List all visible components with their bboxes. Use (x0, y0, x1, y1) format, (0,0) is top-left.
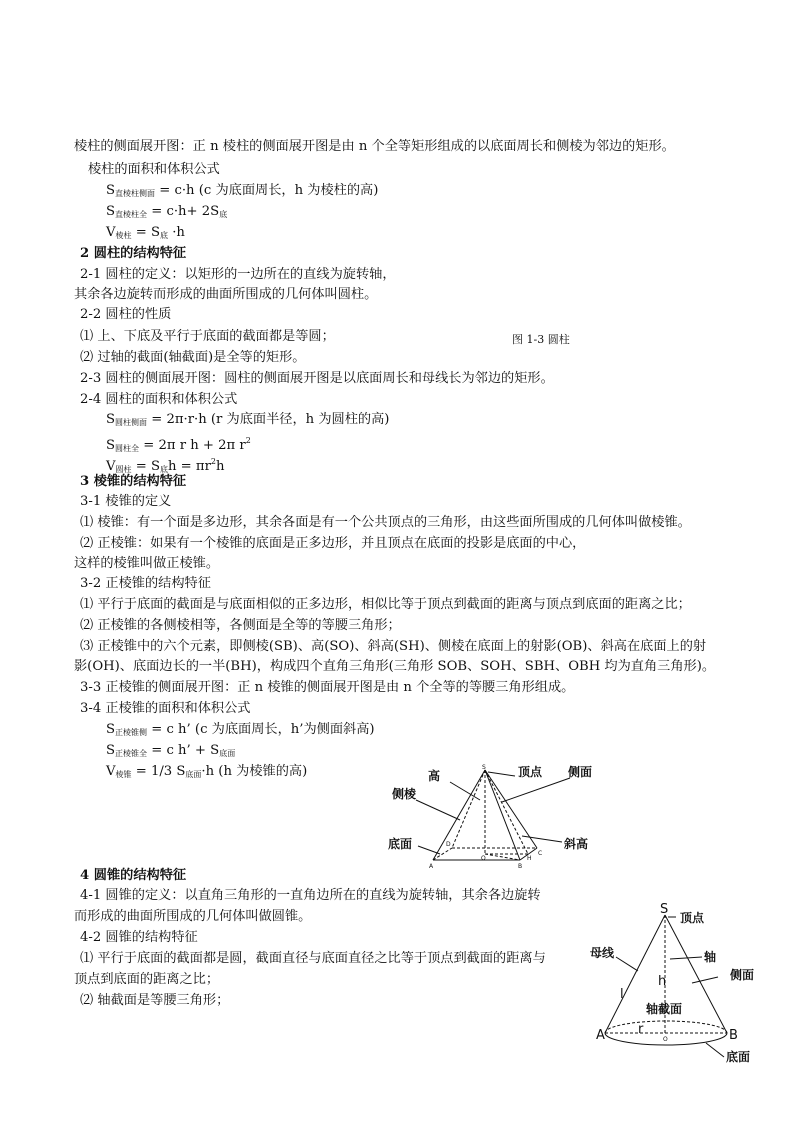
formula-subscript: 棱柱 (115, 231, 132, 240)
formula-body: ·h (168, 225, 185, 240)
point-b: B (729, 1028, 738, 1043)
label-axial-section: 轴截面 (646, 1002, 683, 1016)
label-lateral-edge: 侧棱 (392, 787, 417, 801)
label-apex: 顶点 (680, 911, 705, 925)
text-line: ⑴ 平行于底面的截面是与底面相似的正多边形，相似比等于顶点到截面的距离与顶点到底面的距离之比； (80, 597, 691, 612)
section-heading: 2 圆柱的结构特征 (80, 246, 187, 261)
symbol-l: l (620, 987, 624, 1002)
text-line: 顶点到底面的距离之比； (74, 972, 220, 987)
formula-subscript: 底 (219, 210, 228, 219)
callout-lateral-face (692, 977, 718, 983)
text-line: ⑴ 平行于底面的截面都是圆，截面直径与底面直径之比等于顶点到截面的距离与 (80, 951, 546, 966)
label-height: 高 (428, 769, 441, 783)
label-axis: 轴 (704, 950, 717, 964)
formula-line (106, 204, 227, 223)
text-line: ⑵ 正棱锥的各侧棱相等，各侧面是全等的等腰三角形； (80, 618, 401, 633)
slant-height-sh (485, 770, 528, 854)
section-heading: 3 棱锥的结构特征 (80, 474, 187, 489)
cone-diagram (580, 895, 785, 1070)
formula-symbol: S (106, 204, 116, 219)
callout-apex (488, 772, 515, 776)
formula-subscript: 底 (160, 465, 168, 474)
formula-body: = c·h (c 为底面周长，h 为棱柱的高) (155, 183, 379, 198)
subheading: 3-4 正棱锥的面积和体积公式 (80, 701, 251, 716)
subheading: 3-1 棱锥的定义 (80, 494, 172, 509)
symbol-h: h (658, 974, 667, 989)
callout-slant-height (522, 836, 562, 842)
formula-subscript: 圆柱 (115, 465, 132, 474)
formula-body: = c h’ + S (147, 743, 220, 758)
base-left-edge (433, 848, 452, 860)
formula-symbol: V (106, 459, 116, 474)
callout-lateral-face (502, 778, 570, 802)
formula-body: = 2π·r·h (r 为底面半径，h 为圆柱的高) (147, 412, 390, 427)
subheading: 2-4 圆柱的面积和体积公式 (80, 392, 238, 407)
formula-subscript: 圆柱全 (115, 444, 140, 453)
text-line: ⑶ 正棱锥中的六个元素，即侧棱(SB)、高(SO)、斜高(SH)、侧棱在底面上的射影(OB)、斜高在底面上的射 (80, 639, 707, 654)
formula-line (106, 225, 185, 244)
text-line: 棱柱的侧面展开图：正 n 棱柱的侧面展开图是由 n 个全等矩形组成的以底面周长和侧棱为邻边的矩形。 (74, 139, 675, 154)
formula-symbol: S (106, 412, 116, 427)
formula-subscript: 正棱锥全 (115, 749, 148, 758)
formula-symbol: V (106, 225, 116, 240)
formula-symbol: S (106, 722, 116, 737)
formula-superscript: 2 (210, 457, 216, 466)
formula-body: = c h’ (c 为底面周长，h’为侧面斜高) (147, 722, 375, 737)
lateral-edge-sd (452, 770, 485, 848)
text-line: ⑵ 正棱锥：如果有一个棱锥的底面是正多边形，并且顶点在底面的投影是底面的中心， (80, 536, 586, 551)
formula-body: = S (131, 459, 160, 474)
formula-body: h = πr (168, 459, 211, 474)
point-o: O (663, 1036, 668, 1043)
figure-caption: 图 1-3 圆柱 (512, 333, 570, 346)
formula-subscript: 棱锥 (115, 770, 132, 779)
callout-base (706, 1043, 724, 1057)
formula-subscript: 底 (160, 231, 168, 240)
formula-symbol: S (106, 743, 116, 758)
point-h: H (527, 855, 532, 862)
subheading: 2-2 圆柱的性质 (80, 307, 172, 322)
callout-axis (670, 957, 702, 959)
formula-body: = c·h+ 2S (147, 204, 220, 219)
point-d: D (446, 841, 451, 848)
lateral-edge-sa (433, 770, 485, 860)
text-line: 而形成的曲面所围成的几何体叫做圆锥。 (74, 909, 312, 924)
formula-line (106, 743, 235, 762)
formula-symbol: V (106, 764, 116, 779)
text-line: 3-3 正棱锥的侧面展开图：正 n 棱锥的侧面展开图是由 n 个全等的等腰三角形组成。 (80, 680, 575, 695)
formula-subscript: 底面 (185, 770, 202, 779)
label-lateral-face: 侧面 (730, 968, 755, 982)
text-line: 2-3 圆柱的侧面展开图：圆柱的侧面展开图是以底面周长和母线长为邻边的矩形。 (80, 371, 554, 386)
formula-body: h (216, 459, 225, 474)
callout-generatrix (616, 957, 638, 971)
formula-body: = 2π r h + 2π r (139, 438, 246, 453)
point-s: S (482, 764, 486, 771)
text-line: 其余各边旋转而形成的曲面所围成的几何体叫圆柱。 (74, 287, 378, 302)
formula-symbol: S (106, 438, 116, 453)
subheading: 3-2 正棱锥的结构特征 (80, 576, 211, 591)
point-a: A (596, 1028, 605, 1043)
callout-lateral-edge (416, 800, 460, 820)
section-heading: 4 圆锥的结构特征 (80, 868, 187, 883)
formula-line (106, 722, 375, 741)
text-line: ⑵ 轴截面是等腰三角形； (80, 993, 230, 1008)
point-b: B (518, 863, 523, 870)
formula-subscript: 直棱柱全 (115, 210, 148, 219)
subheading: 4-2 圆锥的结构特征 (80, 930, 198, 945)
formula-body: = S (131, 225, 160, 240)
point-a: A (429, 863, 434, 870)
formula-subscript: 底面 (219, 749, 236, 758)
label-slant-height: 斜高 (564, 837, 589, 851)
formula-subscript: 直棱柱侧面 (115, 189, 156, 198)
formula-body: ·h (h 为棱锥的高) (201, 764, 308, 779)
text-line: ⑴ 棱锥：有一个面是多边形，其余各面是有一个公共顶点的三角形，由这些面所围成的几何体叫做棱锥。 (80, 515, 691, 530)
callout-height (450, 782, 480, 800)
formula-subscript: 圆柱侧面 (115, 418, 148, 427)
label-lateral-face: 侧面 (568, 765, 593, 779)
text-line: 2-1 圆柱的定义：以矩形的一边所在的直线为旋转轴， (80, 267, 396, 282)
text-line: ⑴ 上、下底及平行于底面的截面都是等圆； (80, 329, 335, 344)
pyramid-diagram (380, 760, 620, 872)
formula-symbol: S (106, 183, 116, 198)
formula-superscript: 2 (245, 436, 251, 445)
callout-base (418, 846, 440, 854)
point-c: C (538, 850, 543, 857)
symbol-r: r (638, 1022, 644, 1037)
point-o: O (481, 855, 486, 862)
formula-body: = 1/3 S (131, 764, 186, 779)
text-line: 这样的棱锥叫做正棱锥。 (74, 556, 220, 571)
formula-line (106, 412, 389, 431)
label-generatrix: 母线 (590, 946, 615, 960)
text-line: 影(OH)、底面边长的一半(BH)，构成四个直角三角形(三角形 SOB、SOH、SBH、OBH 均为直角三角形)。 (74, 659, 716, 674)
label-base: 底面 (726, 1050, 751, 1064)
subheading: 棱柱的面积和体积公式 (88, 162, 220, 177)
segment-ob (485, 854, 520, 860)
point-s: S (660, 902, 669, 917)
label-base: 底面 (388, 837, 413, 851)
text-line: ⑵ 过轴的截面(轴截面)是全等的矩形。 (80, 350, 306, 365)
formula-line (106, 183, 378, 202)
formula-subscript: 正棱锥侧 (115, 728, 148, 737)
label-apex: 顶点 (518, 765, 543, 779)
base-back-arc (605, 1021, 727, 1033)
formula-line (106, 764, 307, 783)
text-line: 4-1 圆锥的定义：以直角三角形的一直角边所在的直线为旋转轴，其余各边旋转 (80, 888, 541, 903)
